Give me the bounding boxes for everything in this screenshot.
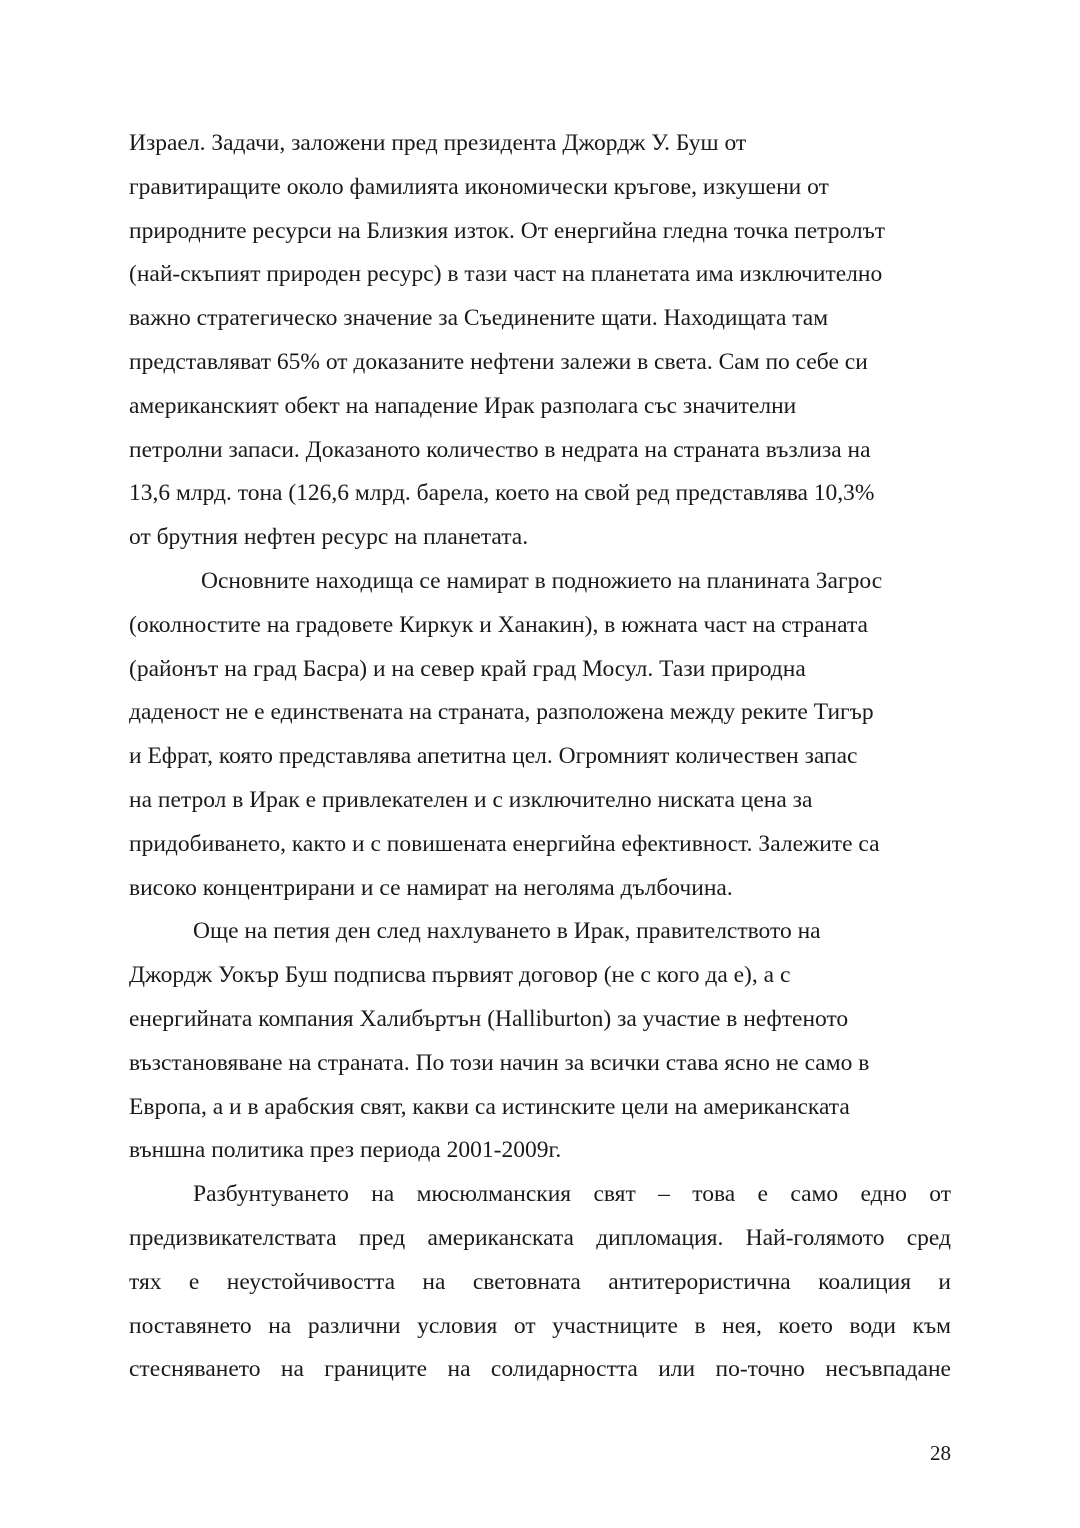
text-line: и Ефрат, която представлява апетитна цел. Огромният количествен запас [129, 743, 858, 770]
text-line: Джордж Уокър Буш подписва първият договор (не с кого да е), а с [129, 962, 791, 989]
text-line: на петрол в Ирак е привлекателен и с изключително ниската цена за [129, 786, 813, 813]
text-line: (районът на град Басра) и на север край град Мосул. Тази природна [129, 655, 806, 682]
text-line: Разбунтуването на мюсюлманския свят – това е само едно от [193, 1181, 951, 1208]
text-line: външна политика през периода 2001-2009г. [129, 1137, 562, 1164]
text-line: (най-скъпият природен ресурс) в тази част на планетата има изключително [129, 261, 883, 288]
text-line: високо концентрирани и се намират на неголяма дълбочина. [129, 874, 733, 901]
page-number: 28 [930, 1441, 951, 1465]
text-line: Израел. Задачи, заложени пред президента Джордж У. Буш от [129, 130, 747, 156]
text-line: придобиването, както и с повишената енергийна ефективност. Залежите са [129, 830, 880, 857]
text-line: представляват 65% от доказаните нефтени залежи в света. Сам по себе си [129, 348, 868, 375]
text-line: важно стратегическо значение за Съединените щати. Находищата там [129, 305, 829, 332]
body-text [129, 122, 951, 1392]
text-line: предизвикателствата пред американската дипломация. Най-голямото сред [129, 1224, 951, 1251]
text-line: (околностите на градовете Киркук и Ханакин), в южната част на страната [129, 611, 868, 638]
text-line: Основните находища се намират в подножието на планината Загрос [201, 567, 883, 594]
text-line: Още на петия ден след нахлуването в Ирак, правителството на [193, 918, 821, 945]
text-line: възстановяване на страната. По този начин за всички става ясно не само в [129, 1049, 870, 1076]
text-line: стесняването на границите на солидарността или по-точно несъвпадане [129, 1356, 951, 1383]
text-line: поставянето на различни условия от участниците в нея, което води към [129, 1312, 951, 1339]
text-line: американският обект на нападение Ирак разполага със значителни [129, 392, 797, 419]
paragraph-3 [129, 910, 951, 1173]
text-line: даденост не е единствената на страната, разположена между реките Тигър [129, 699, 874, 726]
paragraph-4 [129, 1173, 951, 1392]
text-line: енергийната компания Халибъртън (Halliburton) за участие в нефтеното [129, 1005, 849, 1032]
text-line: тях е неустойчивостта на световната антитерористична коалиция и [129, 1268, 951, 1295]
text-line: гравитиращите около фамилията икономически кръгове, изкушени от [129, 173, 829, 200]
text-line: Европа, а и в арабския свят, какви са истинските цели на американската [129, 1093, 850, 1120]
text-line: петролни запаси. Доказаното количество в недрата на страната възлиза на [129, 436, 871, 463]
text-line: природните ресурси на Близкия изток. От енергийна гледна точка петролът [129, 217, 886, 244]
text-line: 13,6 млрд. тона (126,6 млрд. барела, което на свой ред представлява 10,3% [129, 480, 875, 507]
paragraph-1 [129, 122, 951, 560]
paragraph-2 [129, 560, 951, 910]
text-line: от брутния нефтен ресурс на планетата. [129, 524, 529, 551]
